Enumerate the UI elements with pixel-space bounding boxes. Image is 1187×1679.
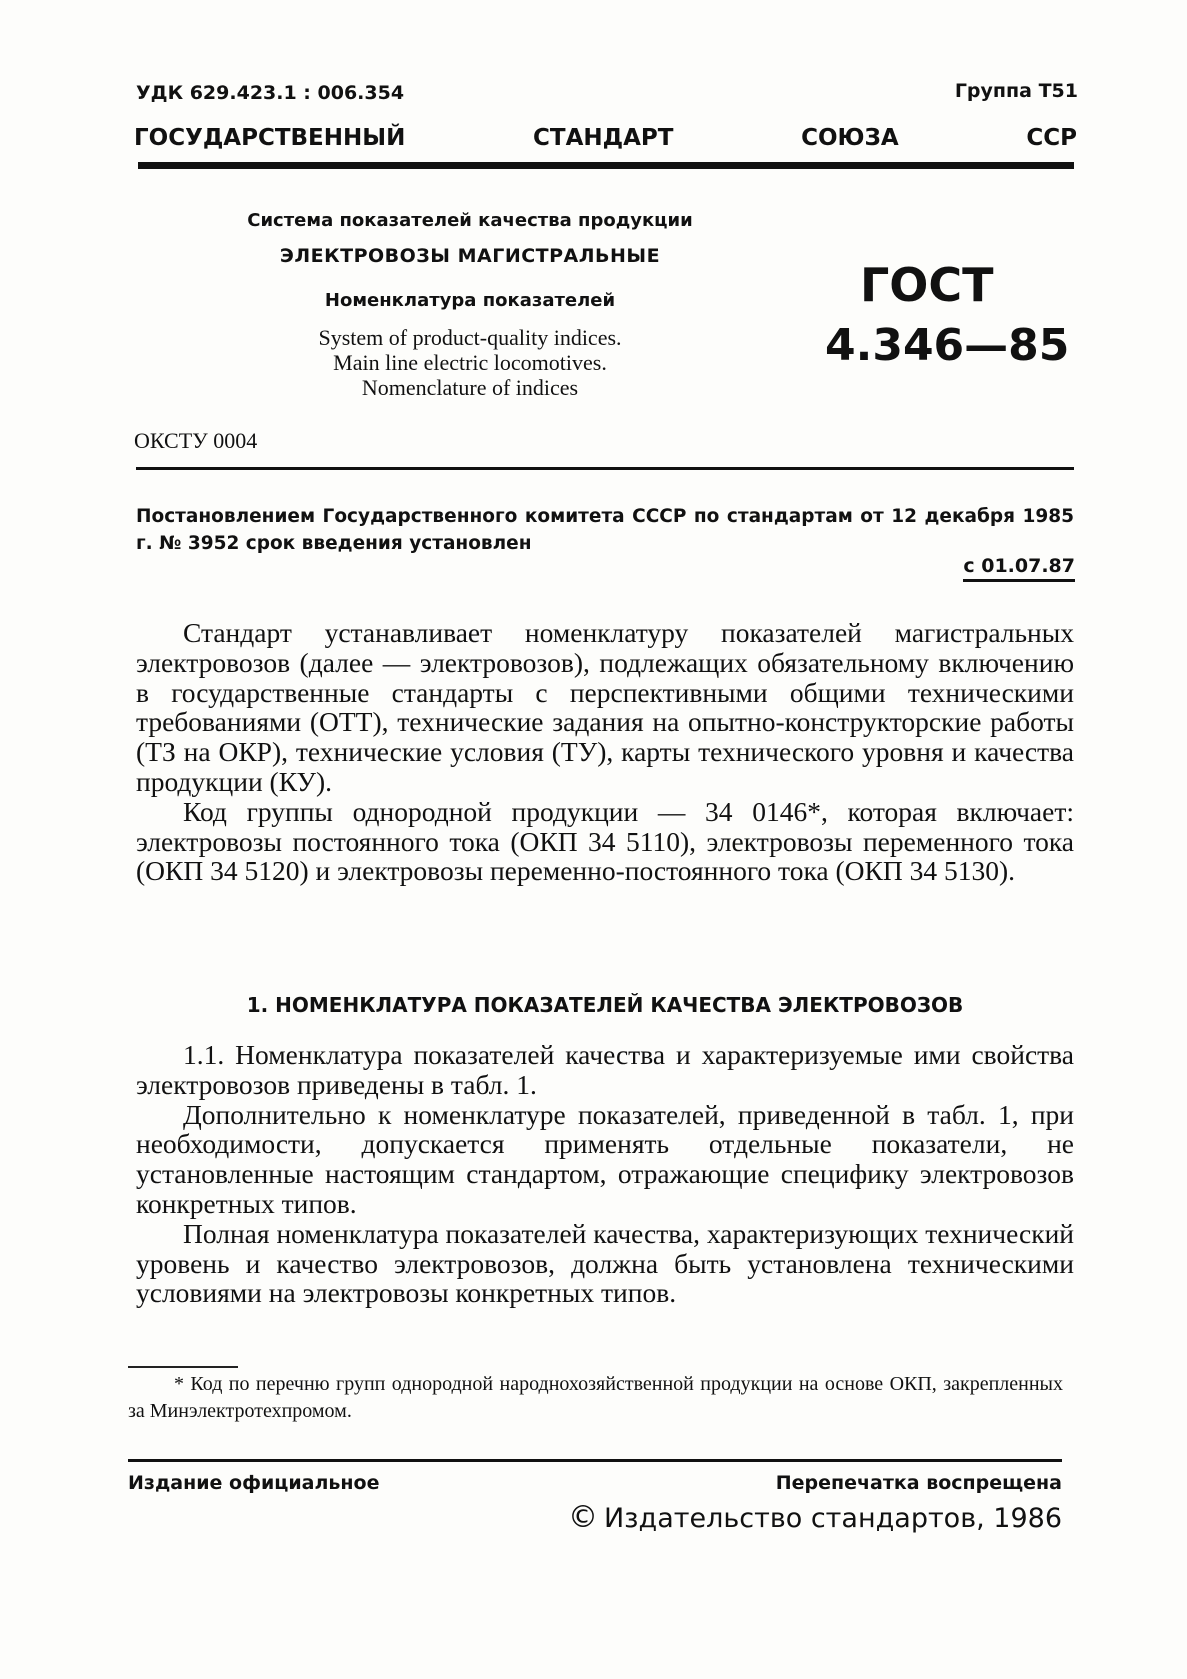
system-title: Система показателей качества продукции bbox=[247, 210, 693, 231]
english-line: Nomenclature of indices bbox=[361, 375, 579, 400]
banner-rule bbox=[138, 162, 1074, 169]
paragraph: Код группы однородной продукции — 34 0146*, которая включает: электровозы постоянного тока (ОКП 34 5110), электровозы переменного тока (ОКП 34 5120) и электровозы переменно-постоянного тока (ОКП 34 5130). bbox=[136, 795, 1074, 887]
decree-text: Постановлением Государственного комитета СССР по стандартам от 12 декабря 1985 г. № 3952 срок введения установлен bbox=[136, 506, 1074, 554]
okstu-code: ОКСТУ 0004 bbox=[134, 428, 258, 453]
gost-label: ГОСТ bbox=[860, 258, 994, 312]
english-line: Main line electric locomotives. bbox=[333, 350, 607, 375]
effective-date: с 01.07.87 bbox=[963, 555, 1075, 582]
reprint-notice: Перепечатка воспрещена bbox=[775, 1472, 1062, 1494]
banner-word: СОЮЗА bbox=[801, 125, 899, 151]
english-title bbox=[220, 325, 720, 400]
series-title: ЭЛЕКТРОВОЗЫ МАГИСТРАЛЬНЫЕ bbox=[279, 245, 661, 267]
copyright-line bbox=[568, 1500, 1062, 1535]
group-code: Группа Т51 bbox=[954, 80, 1078, 102]
paragraph: 1.1. Номенклатура показателей качества и характеризуемые ими свойства электровозов приведены в табл. 1. bbox=[136, 1039, 1074, 1100]
english-line: System of product-quality indices. bbox=[318, 325, 622, 350]
header-divider bbox=[136, 467, 1074, 470]
udk-code: УДК 629.423.1 : 006.354 bbox=[136, 82, 405, 104]
footer-divider bbox=[128, 1459, 1062, 1462]
section1-body bbox=[136, 1040, 1074, 1308]
footnote-rule bbox=[128, 1366, 238, 1368]
footnote: * Код по перечню групп однородной народнохозяйственной продукции на основе ОКП, закрепленных за Минэлектротехпромом. bbox=[128, 1373, 1063, 1422]
publisher: Издательство стандартов, 1986 bbox=[603, 1503, 1062, 1534]
copyright-icon: © bbox=[567, 1500, 598, 1535]
banner-word: ССР bbox=[1026, 125, 1077, 151]
nomenclature-title: Номенклатура показателей bbox=[324, 290, 616, 311]
state-standard-banner bbox=[134, 125, 1077, 151]
paragraph: Стандарт устанавливает номенклатуру показателей магистральных электровозов (далее — электровозов), подлежащих обязательному включению в государственные стандарты с перспективными общими техническими требованиями (ОТТ), технические задания на опытно-конструкторские работы (ТЗ на ОКР), технические условия (ТУ), карты технического уровня и качества продукции (КУ). bbox=[136, 617, 1074, 797]
paragraph: Дополнительно к номенклатуре показателей, приведенной в табл. 1, при необходимости, допускается применять отдельные показатели, не установленные настоящим стандартом, отражающие специфику электровозов конкретных типов. bbox=[136, 1098, 1074, 1219]
paragraph: Полная номенклатура показателей качества, характеризующих технический уровень и качество электровозов, должна быть установлена техническими условиями на электровозы конкретных типов. bbox=[136, 1217, 1074, 1309]
banner-word: СТАНДАРТ bbox=[533, 125, 674, 151]
gost-number: 4.346—85 bbox=[825, 320, 1070, 371]
official-edition: Издание официальное bbox=[128, 1472, 380, 1494]
banner-word: ГОСУДАРСТВЕННЫЙ bbox=[134, 125, 406, 151]
section-heading: 1. НОМЕНКЛАТУРА ПОКАЗАТЕЛЕЙ КАЧЕСТВА ЭЛЕКТРОВОЗОВ bbox=[246, 993, 964, 1017]
intro-section bbox=[136, 618, 1074, 886]
